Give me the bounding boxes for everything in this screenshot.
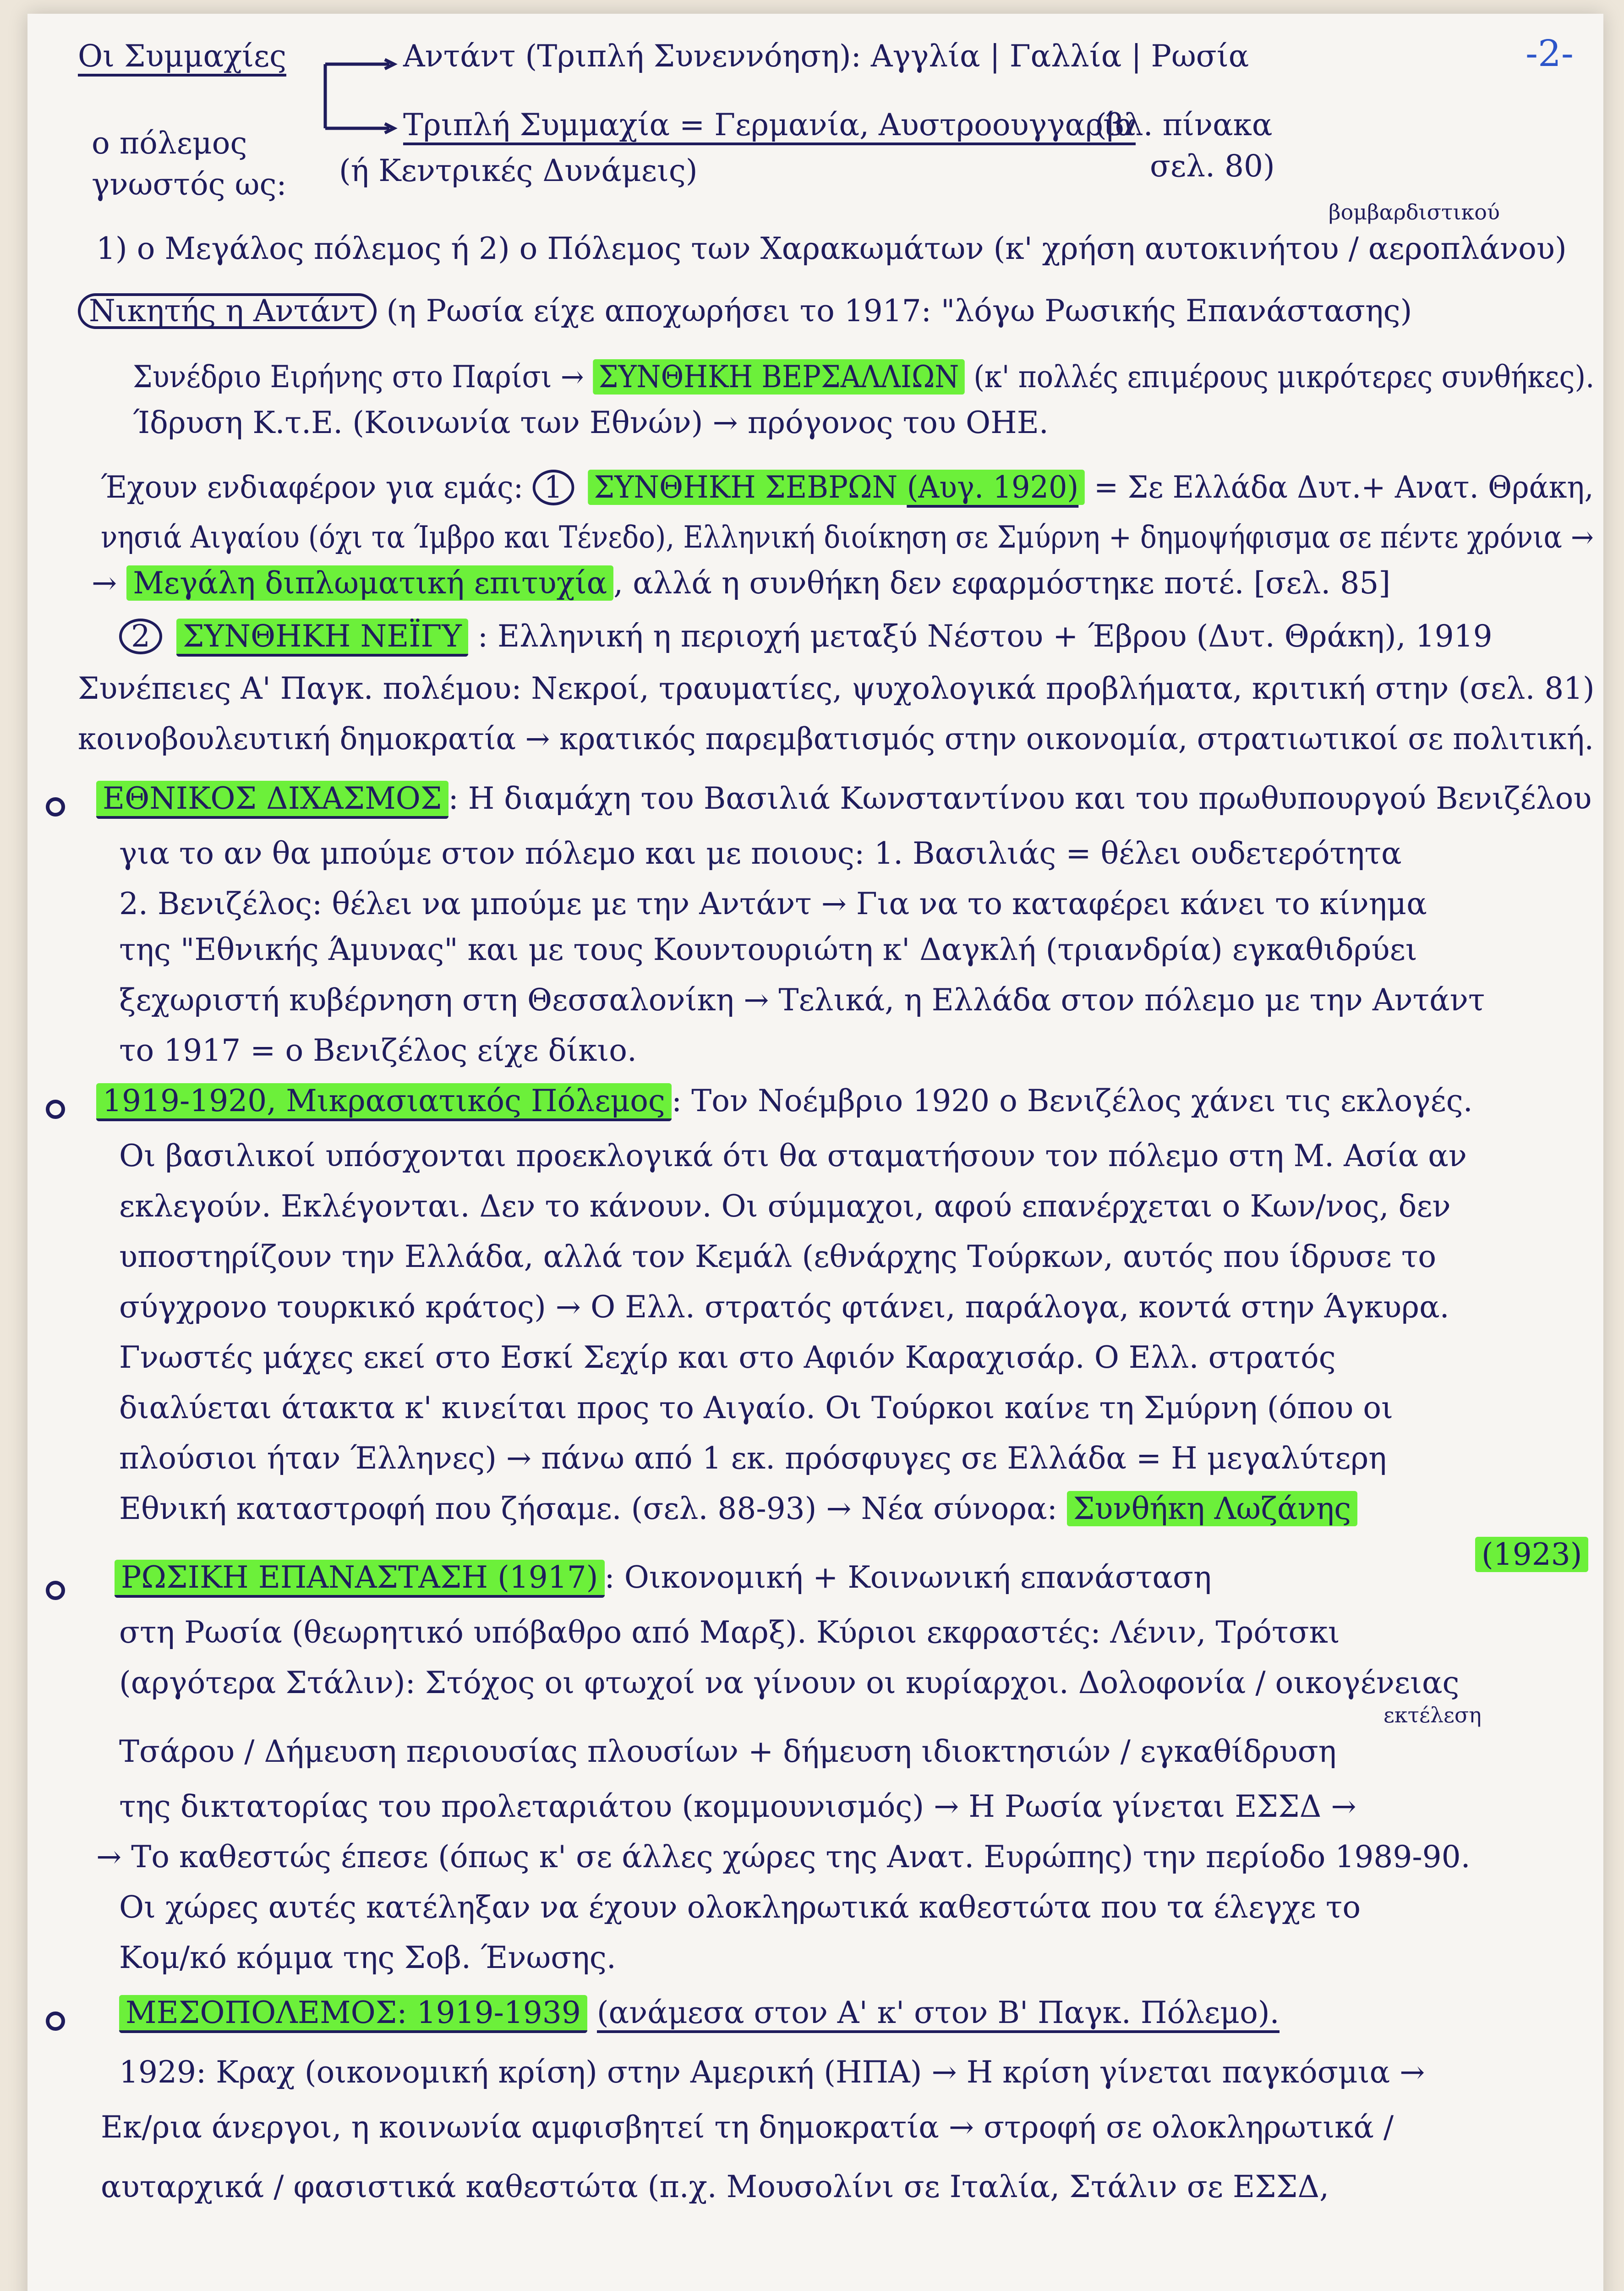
neuilly-line <box>119 619 1493 654</box>
diplomatic-arrow: → <box>92 565 117 601</box>
triple-alliance-line <box>403 107 1136 143</box>
revolution-text: : Οικονομική + Κοινωνική επανάσταση <box>604 1560 1212 1595</box>
schism-text-3: 2. Βενιζέλος: θέλει να μπούμε με την Αντάντ → Για να το καταφέρει κάνει το κίνημα <box>119 886 1427 921</box>
asia-minor-text-4: υποστηρίζουν την Ελλάδα, αλλά τον Κεμάλ (εθνάρχης Τούρκων, αυτός που ίδρυσε το <box>119 1239 1437 1274</box>
asia-minor-line-4 <box>119 1239 1437 1274</box>
war-known-as-text-1: ο πόλεμος <box>92 126 247 161</box>
alliance-bracket-arrows <box>321 46 412 137</box>
sevres-details-line <box>101 522 1594 553</box>
schism-line-3 <box>119 886 1427 921</box>
schism-line-2 <box>119 836 1402 871</box>
asia-minor-text-2: Οι βασιλικοί υπόσχονται προεκλογικά ότι θα σταματήσουν τον πόλεμο στη Μ. Ασία αν <box>119 1138 1467 1173</box>
asia-minor-text-7: διαλύεται άτακτα κ' κινείται προς το Αιγαίο. Οι Τούρκοι καίνε τη Σμύρνη (όπου οι <box>119 1390 1394 1425</box>
russia-withdrew-text: (η Ρωσία είχε αποχωρήσει το 1917: " <box>386 293 955 329</box>
war-names-text: 1) ο Μεγάλος πόλεμος ή 2) ο Πόλεμος των Χαρακωμάτων (κ' χρήση αυτοκινήτου / αεροπλάνου) <box>96 231 1567 266</box>
sevres-text: ΣΥΝΘΗΚΗ ΣΕΒΡΩΝ <box>594 470 898 505</box>
interest-text: Έχουν ενδιαφέρον για εμάς: <box>101 470 524 505</box>
asia-minor-text-3: εκλεγούν. Εκλέγονται. Δεν το κάνουν. Οι σύμμαχοι, αφού επανέρχεται ο Κων/νος, δεν <box>119 1189 1451 1224</box>
revolution-text-6: → Το καθεστώς έπεσε (όπως κ' σε άλλες χώρες της Ανατ. Ευρώπης) την περίοδο 1989-90. <box>96 1839 1471 1874</box>
smaller-treaties-text: (κ' πολλές επιμέρους μικρότερες συνθήκες). <box>973 359 1595 395</box>
revolution-text-3: (αργότερα Στάλιν): Στόχος οι φτωχοί να γίνουν οι κυρίαρχοι. Δολοφονία / οικογένειας <box>119 1665 1460 1700</box>
asia-minor-text-9: Εθνική καταστροφή που ζήσαμε. (σελ. 88-93) → Νέα σύνορα: <box>119 1491 1057 1526</box>
central-powers-line <box>339 153 698 188</box>
interwar-text-4: αυταρχικά / φασιστικά καθεστώτα (π.χ. Μουσολίνι σε Ιταλία, Στάλιν σε ΕΣΣΔ, <box>101 2169 1329 2204</box>
revolution-line-2 <box>119 1617 1340 1648</box>
war-names-line <box>96 231 1567 266</box>
neuilly-highlight: ΣΥΝΘΗΚΗ ΝΕΪΓΥ <box>176 619 468 657</box>
bombardment-text: βομβαρδιστικού <box>1329 200 1500 225</box>
revolution-text-2: στη Ρωσία (θεωρητικό υπόβαθρο από Μαρξ). Κύριοι εκφραστές: Λένιν, Τρότσκι <box>119 1615 1340 1650</box>
consequences-line <box>78 671 1595 706</box>
asia-minor-bullet <box>46 1100 65 1119</box>
interwar-text-2: 1929: Κραχ (οικονομική κρίση) στην Αμερική (ΗΠΑ) → Η κρίση γίνεται παγκόσμια → <box>119 2055 1425 2090</box>
revolution-text-5: της δικτατορίας του προλεταριάτου (κομμουνισμός) → Η Ρωσία γίνεται ΕΣΣΔ → <box>119 1789 1356 1824</box>
asia-minor-text-6: Γνωστές μάχες εκεί στο Εσκί Σεχίρ και στο Αφιόν Καραχισάρ. Ο Ελλ. στρατός <box>119 1340 1336 1375</box>
see-table-page-text: σελ. 80) <box>1150 148 1275 184</box>
peace-conference-text: Συνέδριο Ειρήνης στο Παρίσι → <box>133 359 584 395</box>
diplomatic-highlight: Μεγάλη διπλωματική επιτυχία <box>126 565 613 601</box>
alliances-label: Οι Συμμαχίες <box>78 38 286 77</box>
parliamentary-line <box>78 721 1594 756</box>
schism-bullet <box>46 797 65 817</box>
interwar-line-2 <box>119 2057 1425 2088</box>
diplomatic-success-line <box>92 565 1391 601</box>
see-table-page <box>1150 148 1275 184</box>
revolution-line-5 <box>119 1789 1356 1824</box>
interwar-highlight: ΜΕΣΟΠΟΛΕΜΟΣ: 1919-1939 <box>119 1995 587 2033</box>
execution-note <box>1383 1705 1482 1726</box>
interwar-bullet <box>46 2011 65 2031</box>
central-powers-text: (ή Κεντρικές Δυνάμεις) <box>339 153 698 188</box>
sevres-highlight <box>588 470 1085 505</box>
revolution-line <box>115 1562 1212 1593</box>
neuilly-number: 2 <box>119 619 162 654</box>
sevres-details-text: νησιά Αιγαίου (όχι τα Ίμβρο και Τένεδο), Ελληνική διοίκηση σε Σμύρνη + δημοψήφισμα σε πέντε χρόνια → <box>101 520 1594 555</box>
page-number: -2- <box>1526 32 1574 75</box>
schism-text-2: για το αν θα μπούμε στον πόλεμο και με ποιους: 1. Βασιλιάς = θέλει ουδετερότητα <box>119 836 1402 871</box>
alliances-title <box>78 38 287 74</box>
asia-minor-line-2 <box>119 1138 1467 1173</box>
interwar-line <box>119 1995 1280 2030</box>
revolution-text-7: Οι χώρες αυτές κατέληξαν να έχουν ολοκληρωτικά καθεστώτα που τα έλεγχε το <box>119 1890 1361 1925</box>
schism-line <box>96 781 1592 816</box>
interwar-line-4 <box>101 2169 1329 2204</box>
notebook-page <box>27 14 1603 2291</box>
asia-minor-line <box>96 1083 1473 1118</box>
asia-minor-title: Μικρασιατικός Πόλεμος <box>286 1083 666 1118</box>
schism-line-6 <box>119 1033 637 1068</box>
asia-minor-line-7 <box>119 1390 1394 1425</box>
execution-text: εκτέλεση <box>1383 1703 1482 1727</box>
lausanne-year-text: (1923) <box>1475 1537 1588 1572</box>
schism-line-5 <box>119 982 1485 1018</box>
revolution-line-4 <box>119 1734 1337 1769</box>
revolution-line-7 <box>119 1892 1361 1923</box>
revolution-text-8: Κομ/κό κόμμα της Σοβ. Ένωσης. <box>119 1940 616 1975</box>
schism-text-6: το 1917 = ο Βενιζέλος είχε δίκιο. <box>119 1033 637 1068</box>
schism-text-4: της "Εθνικής Άμυνας" και με τους Κουντουριώτη κ' Δαγκλή (τριανδρία) εγκαθιδρύει <box>119 932 1417 967</box>
league-of-nations-line <box>133 405 1049 440</box>
parliamentary-text: κοινοβουλευτική δημοκρατία → κρατικός παρεμβατισμός στην οικονομία, στρατιωτικοί σε πολιτική. <box>78 721 1594 756</box>
interwar-text-3: Εκ/ρια άνεργοι, η κοινωνία αμφισβητεί τη δημοκρατία → στροφή σε ολοκληρωτικά / <box>101 2110 1394 2145</box>
asia-minor-line-5 <box>119 1289 1449 1325</box>
entente-text: Αντάντ (Τριπλή Συνεννόηση): Αγγλία | Γαλλία | Ρωσία <box>403 38 1249 74</box>
interwar-text: (ανάμεσα στον Α' κ' στον Β' Παγκ. Πόλεμο). <box>597 1995 1280 2033</box>
schism-line-4 <box>119 932 1417 967</box>
russian-revolution-reason: λόγω Ρωσικής Επανάστασης) <box>955 293 1412 329</box>
league-of-nations-text: Ίδρυση Κ.τ.Ε. (Κοινωνία των Εθνών) → πρόγονος του ΟΗΕ. <box>133 405 1049 440</box>
lausanne-year <box>1475 1537 1588 1572</box>
asia-minor-line-6 <box>119 1340 1336 1375</box>
see-table-text: (βλ. πίνακα <box>1095 107 1273 143</box>
revolution-line-8 <box>119 1940 616 1975</box>
asia-minor-text: : Τον Νοέμβριο 1920 ο Βενιζέλος χάνει τις εκλογές. <box>672 1083 1473 1118</box>
sevres-terms-text: = Σε Ελλάδα Δυτ.+ Ανατ. Θράκη, <box>1094 470 1594 505</box>
schism-text-5: ξεχωριστή κυβέρνηση στη Θεσσαλονίκη → Τελικά, η Ελλάδα στον πόλεμο με την Αντάντ <box>119 982 1485 1018</box>
bombardment-note <box>1329 202 1500 223</box>
asia-minor-line-8 <box>119 1443 1387 1474</box>
interest-line <box>101 470 1594 505</box>
asia-minor-line-9 <box>119 1491 1357 1526</box>
victor-line <box>78 293 1412 329</box>
asia-minor-text-8: πλούσιοι ήταν Έλληνες) → πάνω από 1 εκ. πρόσφυγες σε Ελλάδα = Η μεγαλύτερη <box>119 1441 1387 1476</box>
entente-line <box>403 38 1249 74</box>
asia-minor-years: 1919-1920, <box>103 1083 277 1118</box>
revolution-line-6 <box>96 1839 1471 1874</box>
not-applied-text: , αλλά η συνθήκη δεν εφαρμόστηκε ποτέ. [σελ. 85] <box>613 565 1391 601</box>
asia-minor-text-5: σύγχρονο τουρκικό κράτος) → Ο Ελλ. στρατός φτάνει, παράλογα, κοντά στην Άγκυρα. <box>119 1289 1449 1325</box>
war-known-as-text-2: γνωστός ως: <box>92 167 287 202</box>
sevres-date: (Αυγ. 1920) <box>907 470 1079 508</box>
war-known-as-1 <box>92 128 247 159</box>
schism-highlight: ΕΘΝΙΚΟΣ ΔΙΧΑΣΜΟΣ <box>96 781 448 819</box>
war-known-as-2 <box>92 167 287 202</box>
neuilly-terms-text: : Ελληνική η περιοχή μεταξύ Νέστου + Έβρου (Δυτ. Θράκη), 1919 <box>477 619 1493 654</box>
revolution-line-3 <box>119 1665 1460 1700</box>
consequences-text: Συνέπειες Α' Παγκ. πολέμου: Νεκροί, τραυματίες, ψυχολογικά προβλήματα, κριτική στην (σελ. 81) <box>78 671 1595 706</box>
asia-minor-line-3 <box>119 1191 1451 1222</box>
sevres-number: 1 <box>532 470 574 505</box>
asia-minor-highlight <box>96 1083 672 1121</box>
interwar-line-3 <box>101 2112 1394 2143</box>
lausanne-highlight: Συνθήκη Λωζάνης <box>1067 1491 1357 1526</box>
triple-alliance-text: Τριπλή Συμμαχία = Γερμανία, Αυστροουγγαρία <box>403 107 1136 145</box>
peace-conference-line <box>133 359 1595 395</box>
see-table-note <box>1095 107 1273 143</box>
schism-text: : Η διαμάχη του Βασιλιά Κωνσταντίνου και του πρωθυπουργού Βενιζέλου <box>448 781 1592 816</box>
revolution-highlight: ΡΩΣΙΚΗ ΕΠΑΝΑΣΤΑΣΗ (1917) <box>115 1560 605 1598</box>
revolution-text-4: Τσάρου / Δήμευση περιουσίας πλουσίων + δήμευση ιδιοκτησιών / εγκαθίδρυση <box>119 1734 1337 1769</box>
revolution-bullet <box>46 1581 65 1600</box>
versailles-highlight: ΣΥΝΘΗΚΗ ΒΕΡΣΑΛΛΙΩΝ <box>593 359 965 395</box>
victor-box: Νικητής η Αντάντ <box>78 293 377 329</box>
